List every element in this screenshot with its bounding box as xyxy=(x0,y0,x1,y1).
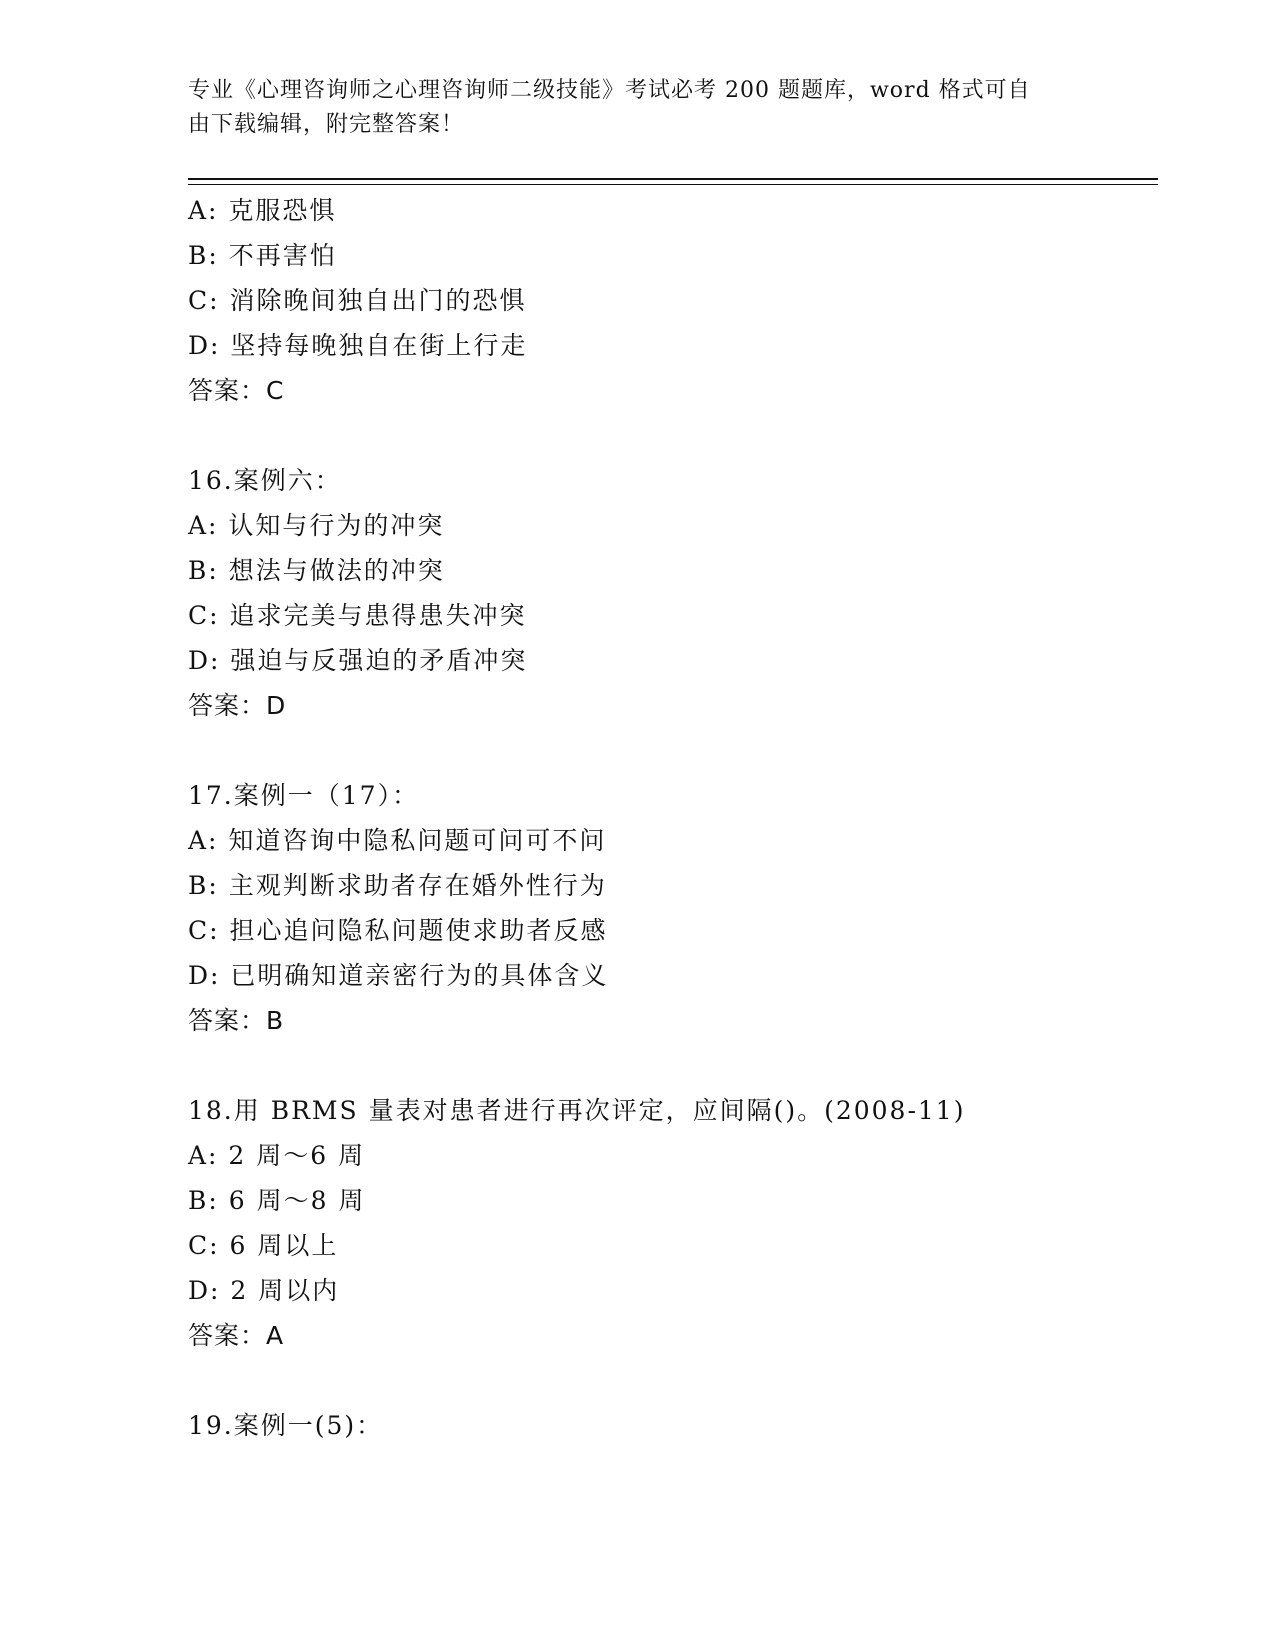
q17-option-a: A: 知道咨询中隐私问题可问可不问 xyxy=(188,826,607,855)
q15-option-d: D: 坚持每晚独自在街上行走 xyxy=(188,331,528,360)
q17-option-b: B: 主观判断求助者存在婚外性行为 xyxy=(188,871,607,900)
header-divider-thin xyxy=(188,184,1158,185)
q15-answer: 答案：C xyxy=(188,376,285,405)
q18-option-b: B: 6 周～8 周 xyxy=(188,1186,366,1215)
q19-title: 19.案例一(5)： xyxy=(188,1411,384,1440)
q18-option-a: A: 2 周～6 周 xyxy=(188,1141,366,1170)
q17-option-d: D: 已明确知道亲密行为的具体含义 xyxy=(188,961,609,990)
q16-option-a: A: 认知与行为的冲突 xyxy=(188,511,445,540)
q15-option-c: C: 消除晚间独自出门的恐惧 xyxy=(188,286,527,315)
document-header xyxy=(188,74,1068,142)
q16-option-d: D: 强迫与反强迫的矛盾冲突 xyxy=(188,646,528,675)
header-line-2: 由下载编辑，附完整答案！ xyxy=(188,112,465,137)
q18-option-c: C: 6 周以上 xyxy=(188,1231,339,1260)
header-line-1: 专业《心理咨询师之心理咨询师二级技能》考试必考 200 题题库，word 格式可自 xyxy=(188,78,1031,103)
q15-option-b: B: 不再害怕 xyxy=(188,241,337,270)
header-divider-thick xyxy=(188,178,1158,180)
q15-option-a: A: 克服恐惧 xyxy=(188,196,337,225)
q17-answer: 答案：B xyxy=(188,1006,285,1035)
q17-option-c: C: 担心追问隐私问题使求助者反感 xyxy=(188,916,608,945)
q18-option-d: D: 2 周以内 xyxy=(188,1276,340,1305)
q18-answer: 答案：A xyxy=(188,1321,285,1350)
q16-option-c: C: 追求完美与患得患失冲突 xyxy=(188,601,527,630)
q16-answer: 答案：D xyxy=(188,691,287,720)
q16-title: 16.案例六： xyxy=(188,466,342,495)
q16-option-b: B: 想法与做法的冲突 xyxy=(188,556,445,585)
q17-title: 17.案例一（17）： xyxy=(188,781,420,810)
q18-title: 18.用 BRMS 量表对患者进行再次评定，应间隔()。(2008-11) xyxy=(188,1096,966,1125)
